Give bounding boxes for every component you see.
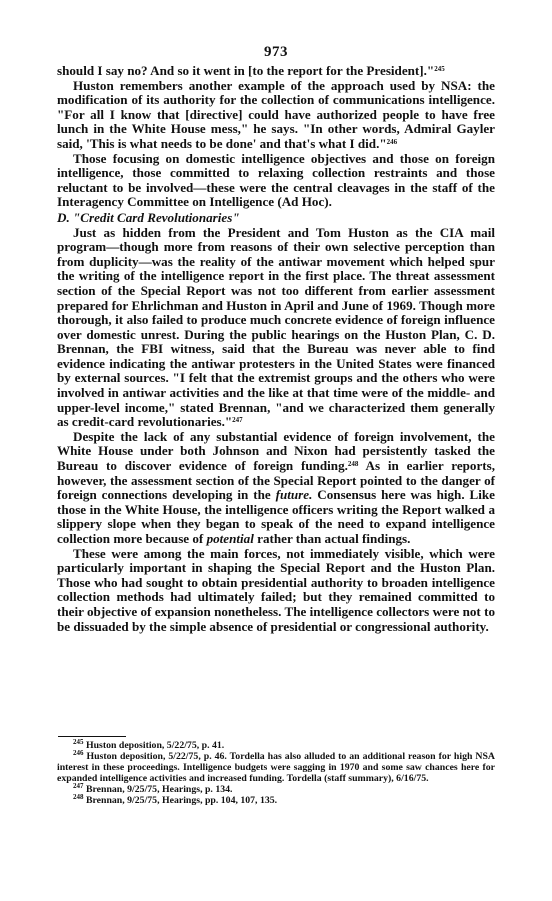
paragraph-6 bbox=[57, 547, 495, 635]
footnote-ref-246: 246 bbox=[73, 749, 84, 757]
footnote-ref-247: 247 bbox=[73, 782, 84, 790]
text-run: Brennan, 9/25/75, Hearings, pp. 104, 107, 135. bbox=[83, 795, 278, 806]
footnote-248 bbox=[57, 795, 495, 806]
text-run: rather than actual findings. bbox=[253, 531, 411, 546]
footnote-divider bbox=[58, 736, 126, 737]
footnote-246 bbox=[57, 751, 495, 784]
page-number: 973 bbox=[264, 44, 288, 60]
footnote-ref-245: 245 bbox=[73, 738, 84, 746]
text-run: Just as hidden from the President and Tom Huston as the CIA mail program—though more from reasons of their own selective perception than from duplicity—was the reality of the antiwar movement which helped spur the writing of the intelligence report in the first place. The threat assessment section of the Special Report was not too different from earlier assessment prepared for Ehrlichman and Huston in April and June of 1969. Though more thorough, it also failed to produce much concrete evidence of foreign influence over domestic unrest. During the public hearings on the Huston Plan, C. D. Brennan, the FBI witness, said that the Bureau was never able to find evidence indicating the antiwar protesters in the United States were financed by external sources. "I felt that the extremist groups and the others who were involved in antiwar activities and the like at that time were of the middle- and upper-level income," stated Brennan, "and we characterized them generally as credit-card revolutionaries." bbox=[57, 224, 495, 430]
footnote-247 bbox=[57, 784, 495, 795]
paragraph-1 bbox=[57, 64, 495, 79]
footnote-245 bbox=[57, 740, 495, 751]
italic-text: future. bbox=[275, 487, 313, 503]
text-run: Those focusing on domestic intelligence objectives and those on foreign intelligence, those committed to relaxing collection restraints and those reluctant to be involved—these were the central cleavages in the staff of the Interagency Committee on Intelligence (Ad Hoc). bbox=[57, 150, 495, 210]
section-heading: D. "Credit Card Revolutionaries" bbox=[57, 209, 240, 225]
text-run: should I say no? And so it went in [to the report for the President]." bbox=[57, 63, 435, 78]
footnote-ref-247: 247 bbox=[232, 416, 243, 425]
text-run: Huston remembers another example of the approach used by NSA: the modification of its authority for the collection of communications intelligence. "For all I know that [directive] could have authorized people to have free lunch in the White House mess," he says. "In other words, Admiral Gayler said, 'This is what needs to be done' and that's what I did." bbox=[57, 77, 495, 151]
body-text bbox=[57, 64, 495, 634]
paragraph-3 bbox=[57, 152, 495, 210]
paragraph-4 bbox=[57, 226, 495, 430]
text-run: Huston deposition, 5/22/75, p. 41. bbox=[83, 740, 225, 751]
footnote-ref-248: 248 bbox=[73, 793, 84, 801]
text-run: As in earlier reports, however, the assessment section of the Special Report pointed to the danger of foreign connections developing in the bbox=[57, 458, 495, 503]
footnote-ref-248: 248 bbox=[347, 460, 359, 469]
text-run: Consensus here was high. Like those in the White House, the intelligence officers writing the Report walked a slippery slope when they began to speak of the need to expand intelligence collection more because of bbox=[57, 487, 495, 546]
text-run: Brennan, 9/25/75, Hearings, p. 134. bbox=[83, 784, 233, 795]
italic-text: potential bbox=[206, 531, 254, 546]
footnote-ref-246: 246 bbox=[386, 137, 398, 146]
text-run: Huston deposition, 5/22/75, p. 46. Tordella has also alluded to an additional reason for high NSA interest in these proceedings. Intelligence budgets were sagging in 1970 and some saw chances here for expanded intelligence activities and increased funding. Tordella (staff summary), 6/16/75. bbox=[57, 751, 495, 784]
text-run: Despite the lack of any substantial evidence of foreign involvement, the White House under both Johnson and Nixon had persistently tasked the Bureau to discover evidence of foreign funding. bbox=[57, 428, 495, 474]
text-run: These were among the main forces, not immediately visible, which were particularly important in shaping the Special Report and the Huston Plan. Those who had sought to obtain presidential authority to broaden intelligence collection methods had ultimately failed; but they remained committed to their objective of expansion nonetheless. The intelligence collectors were not to be dissuaded by the simple absence of presidential or congressional authority. bbox=[57, 545, 495, 634]
paragraph-2 bbox=[57, 79, 495, 152]
footnote-ref-245: 245 bbox=[434, 65, 445, 73]
footnotes bbox=[57, 740, 495, 806]
paragraph-5 bbox=[57, 430, 495, 547]
